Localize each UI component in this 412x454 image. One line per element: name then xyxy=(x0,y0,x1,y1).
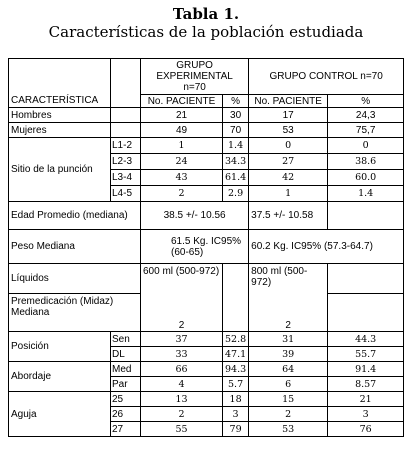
ctl-percent: 60.0 xyxy=(328,170,404,186)
exp-count: 24 xyxy=(141,154,223,170)
sub-label: 26 xyxy=(111,407,141,422)
exp-percent: 1.4 xyxy=(223,138,249,154)
row-label: Líquidos xyxy=(9,264,141,294)
row-label: Peso Mediana xyxy=(9,230,141,264)
header-row-columns xyxy=(9,95,404,108)
ctl-count: 2 xyxy=(249,407,328,422)
exp-percent: 34.3 xyxy=(223,154,249,170)
table-row xyxy=(9,138,404,154)
exp-count: 2 xyxy=(141,186,223,202)
sub-label: DL xyxy=(111,347,141,362)
exp-percent: 2.9 xyxy=(223,186,249,202)
table-subtitle: Características de la población estudiada xyxy=(48,23,364,41)
sub-label: Sen xyxy=(111,332,141,347)
characteristic-header: CARACTERÍSTICA xyxy=(9,95,111,108)
data-table xyxy=(8,58,404,437)
exp-percent: 70 xyxy=(223,123,249,138)
exp-percent: 5.7 xyxy=(223,377,249,392)
sub-label: L1-2 xyxy=(111,138,141,154)
ctl-percent: 44.3 xyxy=(328,332,404,347)
ctl-value: 60.2 Kg. IC95% (57.3-64.7) xyxy=(249,230,404,264)
row-label: Premedicación (Midaz) Mediana xyxy=(9,294,141,332)
exp-percent: 18 xyxy=(223,392,249,407)
ctl-percent: 3 xyxy=(328,407,404,422)
exp-count: 49 xyxy=(141,123,223,138)
ctl-count: 39 xyxy=(249,347,328,362)
table-row xyxy=(9,123,404,138)
exp-value: 2 xyxy=(141,294,223,332)
ctl-count: 64 xyxy=(249,362,328,377)
ctl-percent: 8.57 xyxy=(328,377,404,392)
ctl-percent: 91.4 xyxy=(328,362,404,377)
ctl-count: 17 xyxy=(249,108,328,123)
exp-percent: 79 xyxy=(223,422,249,437)
table-row xyxy=(9,392,404,407)
ctl-value: 800 ml (500-972) xyxy=(249,264,328,294)
row-label: Mujeres xyxy=(9,123,111,138)
ctl-percent: 1.4 xyxy=(328,186,404,202)
ctl-count-header: No. PACIENTE xyxy=(249,95,328,108)
exp-percent: 61.4 xyxy=(223,170,249,186)
sub-label: L3-4 xyxy=(111,170,141,186)
exp-percent: 30 xyxy=(223,108,249,123)
exp-count: 21 xyxy=(141,108,223,123)
sub-label: 25 xyxy=(111,392,141,407)
ctl-percent: 75,7 xyxy=(328,123,404,138)
sub-label: L2-3 xyxy=(111,154,141,170)
row-label: Aguja xyxy=(9,392,111,437)
ctl-percent-header: % xyxy=(328,95,404,108)
ctl-count: 42 xyxy=(249,170,328,186)
sub-label: Med xyxy=(111,362,141,377)
ctl-count: 53 xyxy=(249,123,328,138)
group-experimental-header: GRUPO EXPERIMENTAL n=70 xyxy=(141,59,249,95)
ctl-value: 37.5 +/- 10.58 xyxy=(249,202,328,230)
exp-count: 33 xyxy=(141,347,223,362)
ctl-percent: 24,3 xyxy=(328,108,404,123)
sub-label: Par xyxy=(111,377,141,392)
exp-percent-header: % xyxy=(223,95,249,108)
exp-count: 1 xyxy=(141,138,223,154)
exp-value: 61.5 Kg. IC95%(60-65) xyxy=(141,230,249,264)
exp-percent: 3 xyxy=(223,407,249,422)
exp-percent: 52.8 xyxy=(223,332,249,347)
table-row xyxy=(9,202,404,230)
ctl-percent: 55.7 xyxy=(328,347,404,362)
ctl-percent: 21 xyxy=(328,392,404,407)
exp-count: 4 xyxy=(141,377,223,392)
row-label: Edad Promedio (mediana) xyxy=(9,202,141,230)
exp-value: 600 ml (500-972) xyxy=(141,264,223,294)
ctl-count: 1 xyxy=(249,186,328,202)
sub-label: L4-5 xyxy=(111,186,141,202)
group-control-header: GRUPO CONTROL n=70 xyxy=(249,59,404,95)
ctl-percent: 0 xyxy=(328,138,404,154)
ctl-percent: 76 xyxy=(328,422,404,437)
table-row xyxy=(9,332,404,347)
table-row xyxy=(9,362,404,377)
table-row xyxy=(9,230,404,264)
ctl-value: 2 xyxy=(249,294,328,332)
header-row-groups xyxy=(9,59,404,95)
exp-percent: 47.1 xyxy=(223,347,249,362)
exp-count: 43 xyxy=(141,170,223,186)
table-row xyxy=(9,264,404,294)
exp-count: 66 xyxy=(141,362,223,377)
exp-count: 37 xyxy=(141,332,223,347)
ctl-count: 6 xyxy=(249,377,328,392)
exp-count: 2 xyxy=(141,407,223,422)
ctl-count: 31 xyxy=(249,332,328,347)
ctl-count: 0 xyxy=(249,138,328,154)
row-label: Hombres xyxy=(9,108,111,123)
header-blank xyxy=(9,59,111,95)
row-label: Abordaje xyxy=(9,362,111,392)
sub-label: 27 xyxy=(111,422,141,437)
exp-percent: 94.3 xyxy=(223,362,249,377)
exp-count: 13 xyxy=(141,392,223,407)
ctl-count: 27 xyxy=(249,154,328,170)
row-label: Sitio de la punción xyxy=(9,138,111,202)
table-row xyxy=(9,294,404,332)
exp-value: 38.5 +/- 10.56 xyxy=(141,202,249,230)
table-row xyxy=(9,108,404,123)
ctl-percent: 38.6 xyxy=(328,154,404,170)
ctl-count: 15 xyxy=(249,392,328,407)
exp-count: 55 xyxy=(141,422,223,437)
row-label: Posición xyxy=(9,332,111,362)
ctl-count: 53 xyxy=(249,422,328,437)
table-title: Tabla 1. xyxy=(172,5,240,23)
exp-count-header: No. PACIENTE xyxy=(141,95,223,108)
